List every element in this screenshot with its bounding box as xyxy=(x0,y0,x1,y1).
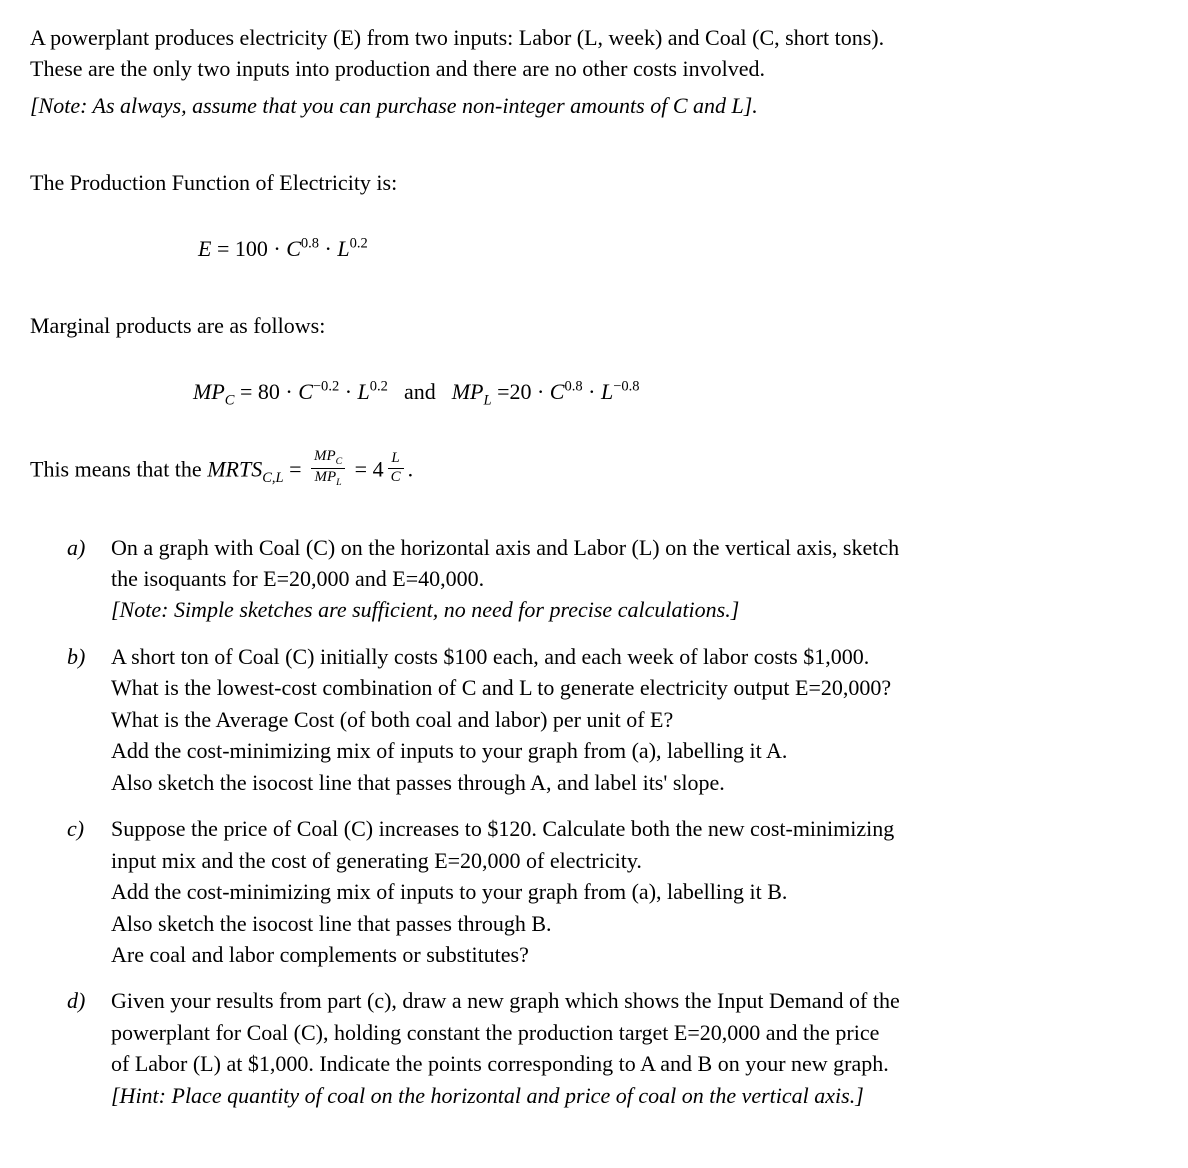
math-var-MRTS: MRTS xyxy=(207,456,263,482)
math-operator-dot: · xyxy=(582,378,601,404)
subscript-L: L xyxy=(483,392,492,409)
exponent-L: 0.2 xyxy=(349,235,368,252)
math-var-L: L xyxy=(337,235,350,261)
question-text-line: Suppose the price of Coal (C) increases to $120. Calculate both the new cost-minimizing xyxy=(111,816,895,842)
mpc-over-mpl-fraction xyxy=(311,448,345,489)
question-text-line: Add the cost-minimizing mix of inputs to your graph from (a), labelling it A. xyxy=(111,738,788,764)
question-c-label: c) xyxy=(67,816,85,842)
question-item-b xyxy=(67,641,1148,798)
math-var-C: C xyxy=(298,378,313,404)
mrts-prefix-text: This means that the xyxy=(30,456,208,482)
question-text-line: On a graph with Coal (C) on the horizontal axis and Labor (L) on the vertical axis, sketch xyxy=(111,534,900,560)
fraction-denominator xyxy=(311,468,345,489)
math-operator-eq: = 100 · xyxy=(211,235,287,261)
intro-line-2: These are the only two inputs into production and there are no other costs involved. xyxy=(30,56,765,82)
exponent-C: −0.2 xyxy=(312,378,340,395)
math-operator-dot: · xyxy=(339,378,358,404)
l-over-c-fraction xyxy=(388,450,404,487)
fraction-numerator: L xyxy=(391,449,400,466)
question-text-line: powerplant for Coal (C), holding constant the production target E=20,000 and the price xyxy=(111,1019,880,1045)
marginal-products-heading: Marginal products are as follows: xyxy=(30,313,326,339)
math-var-L: L xyxy=(600,378,614,404)
intro-line-1: A powerplant produces electricity (E) from two inputs: Labor (L, week) and Coal (C, short tons). xyxy=(30,25,885,50)
math-var-C: C xyxy=(549,378,565,404)
question-text-line: of Labor (L) at $1,000. Indicate the points corresponding to A and B on your new graph. xyxy=(111,1051,889,1077)
exponent-L: −0.8 xyxy=(613,378,640,395)
fraction-denominator: C xyxy=(388,468,404,487)
question-item-d xyxy=(67,985,1148,1111)
math-var-C: C xyxy=(286,235,301,261)
question-a-body xyxy=(111,532,1148,626)
question-text-line: Given your results from part (c), draw a new graph which shows the Input Demand of the xyxy=(111,988,900,1014)
question-text-line: What is the Average Cost (of both coal and labor) per unit of E? xyxy=(111,706,674,732)
subscript-CL: C,L xyxy=(262,469,284,486)
question-text-line: What is the lowest-cost combination of C and L to generate electricity output E=20,000? xyxy=(111,675,892,701)
marginal-products-formula xyxy=(193,376,1148,411)
sentence-period: . xyxy=(407,456,414,482)
math-var-E: E xyxy=(198,235,212,261)
mrts-statement xyxy=(30,447,1148,492)
production-heading: The Production Function of Electricity is: xyxy=(30,170,398,196)
math-var-MP: MP xyxy=(314,468,337,485)
subscript-C: C xyxy=(224,392,235,409)
question-b-body xyxy=(111,641,1148,798)
math-operator-eq: = 4 xyxy=(349,456,384,482)
question-b-label: b) xyxy=(67,643,86,669)
question-d-label: d) xyxy=(67,988,86,1014)
math-var-L: L xyxy=(357,378,370,404)
question-note-line: [Note: Simple sketches are sufficient, no need for precise calculations.] xyxy=(111,597,740,623)
exponent-C: 0.8 xyxy=(300,235,320,252)
production-function-formula xyxy=(198,233,1148,264)
question-text-line: the isoquants for E=20,000 and E=40,000. xyxy=(111,565,485,591)
question-text-line: Also sketch the isocost line that passes through A, and label its' slope. xyxy=(111,769,725,795)
question-text-line: input mix and the cost of generating E=20,000 of electricity. xyxy=(111,847,642,873)
subscript-C: C xyxy=(335,455,343,467)
math-var-MP: MP xyxy=(314,447,336,464)
question-d-body xyxy=(111,985,1148,1111)
question-text-line: Also sketch the isocost line that passes through B. xyxy=(111,910,552,936)
math-operator-dot: · xyxy=(319,235,338,261)
question-hint-line: [Hint: Place quantity of coal on the horizontal and price of coal on the vertical axis.] xyxy=(111,1082,864,1108)
subscript-L: L xyxy=(336,476,342,488)
question-list xyxy=(30,532,1148,1112)
math-var-MP: MP xyxy=(451,378,484,404)
question-item-a xyxy=(67,532,1148,626)
exponent-C: 0.8 xyxy=(564,378,583,395)
question-text-line: A short ton of Coal (C) initially costs $100 each, and each week of labor costs $1,000. xyxy=(111,643,870,669)
math-operator-eq: = xyxy=(283,456,307,482)
intro-note: [Note: As always, assume that you can purchase non-integer amounts of C and L]. xyxy=(30,92,758,118)
question-text-line: Add the cost-minimizing mix of inputs to your graph from (a), labelling it B. xyxy=(111,879,788,905)
question-a-label: a) xyxy=(67,534,86,560)
question-text-line: Are coal and labor complements or substitutes? xyxy=(111,941,529,967)
exponent-L: 0.2 xyxy=(369,378,388,395)
math-operator-eq: =20 · xyxy=(491,378,550,404)
question-item-c xyxy=(67,813,1148,970)
intro-paragraph xyxy=(30,22,1148,121)
question-c-body xyxy=(111,813,1148,970)
fraction-numerator xyxy=(311,448,345,468)
math-var-MP: MP xyxy=(193,378,225,404)
math-operator-eq: = 80 · xyxy=(234,378,299,404)
connector-and: and xyxy=(403,378,436,404)
